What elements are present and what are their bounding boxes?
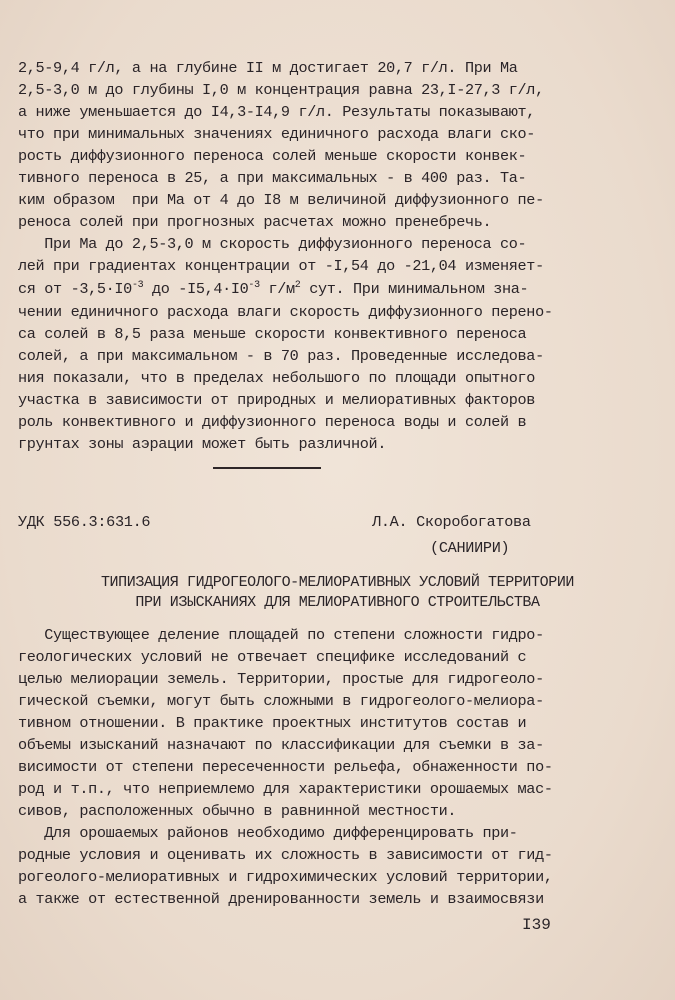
text-line: 2,5-9,4 г/л, а на глубине II м достигает 20,7 г/л. При Ма: [18, 59, 518, 77]
text-line: роль конвективного и диффузионного переноса воды и солей в: [18, 413, 527, 431]
author-name: Л.А. Скоробогатова: [372, 513, 531, 531]
text-line: Для орошаемых районов необходимо дифференцировать при-: [18, 824, 518, 842]
text-line: Существующее деление площадей по степени сложности гидро-: [18, 626, 544, 644]
text-line: реноса солей при прогнозных расчетах можно пренебречь.: [18, 213, 492, 231]
text-line: лей при градиентах концентрации от -I,54 до -21,04 изменяет-: [18, 257, 544, 275]
exponent: 2: [294, 279, 301, 291]
article-title-line-2: ПРИ ИЗЫСКАНИЯХ ДЛЯ МЕЛИОРАТИВНОГО СТРОИТЕЛЬСТВА: [135, 594, 540, 611]
text-line: участка в зависимости от природных и мелиоративных факторов: [18, 391, 536, 409]
article-title-line-1: ТИПИЗАЦИЯ ГИДРОГЕОЛОГО-МЕЛИОРАТИВНЫХ УСЛОВИЙ ТЕРРИТОРИИ: [100, 574, 575, 591]
text-line: тивного переноса в 25, а при максимальных - в 400 раз. Та-: [18, 169, 527, 187]
text-line: гической съемки, могут быть сложными в гидрогеолого-мелиора-: [18, 692, 544, 710]
text-line: висимости от степени пересеченности рельефа, обнаженности по-: [18, 758, 553, 776]
text-line: При Ма до 2,5-3,0 м скорость диффузионного переноса со-: [18, 235, 527, 253]
text-line: 2,5-3,0 м до глубины I,0 м концентрация равна 23,I-27,3 г/л,: [18, 81, 544, 99]
text-line: объемы изысканий назначают по классификации для съемки в за-: [18, 736, 544, 754]
formula-part: г/м: [259, 280, 295, 298]
text-line: родные условия и оценивать их сложность в зависимости от гид-: [18, 846, 553, 864]
text-line: род и т.п., что неприемлемо для характеристики орошаемых мас-: [18, 780, 553, 798]
text-line: что при минимальных значениях единичного расхода влаги ско-: [18, 125, 536, 143]
formula-line: [18, 278, 528, 300]
section-divider: [213, 467, 321, 469]
text-line: тивном отношении. В практике проектных институтов состав и: [18, 714, 527, 732]
text-line: геологических условий не отвечает специфике исследований с: [18, 648, 527, 666]
formula-part: до -I5,4·I0: [143, 280, 249, 298]
text-line: грунтах зоны аэрации может быть различной.: [18, 435, 387, 453]
exponent: -3: [131, 279, 144, 291]
page-number: I39: [522, 916, 551, 934]
text-line: ким образом при Ма от 4 до I8 м величиной диффузионного пе-: [18, 191, 544, 209]
formula-part: ся от -3,5·I0: [18, 280, 132, 298]
text-line: чении единичного расхода влаги скорость диффузионного перено-: [18, 303, 553, 321]
text-line: рогеолого-мелиоративных и гидрохимических условий территории,: [18, 868, 553, 886]
exponent: -3: [248, 279, 260, 291]
text-line: целью мелиорации земель. Территории, простые для гидрогеоло-: [18, 670, 544, 688]
formula-part: сут. При минимальном зна-: [300, 280, 529, 298]
text-line: а ниже уменьшается до I4,3-I4,9 г/л. Результаты показывают,: [18, 103, 536, 121]
text-line: са солей в 8,5 раза меньше скорости конвективного переноса: [18, 325, 527, 343]
text-line: солей, а при максимальном - в 70 раз. Проведенные исследова-: [18, 347, 544, 365]
udk-code: УДК 556.3:631.6: [18, 513, 151, 531]
text-line: а также от естественной дренированности земель и взаимосвязи: [18, 890, 544, 908]
text-line: рость диффузионного переноса солей меньше скорости конвек-: [18, 147, 527, 165]
text-line: сивов, расположенных обычно в равнинной местности.: [18, 802, 457, 820]
author-affiliation: (САНИИРИ): [430, 539, 510, 557]
text-line: ния показали, что в пределах небольшого по площади опытного: [18, 369, 536, 387]
